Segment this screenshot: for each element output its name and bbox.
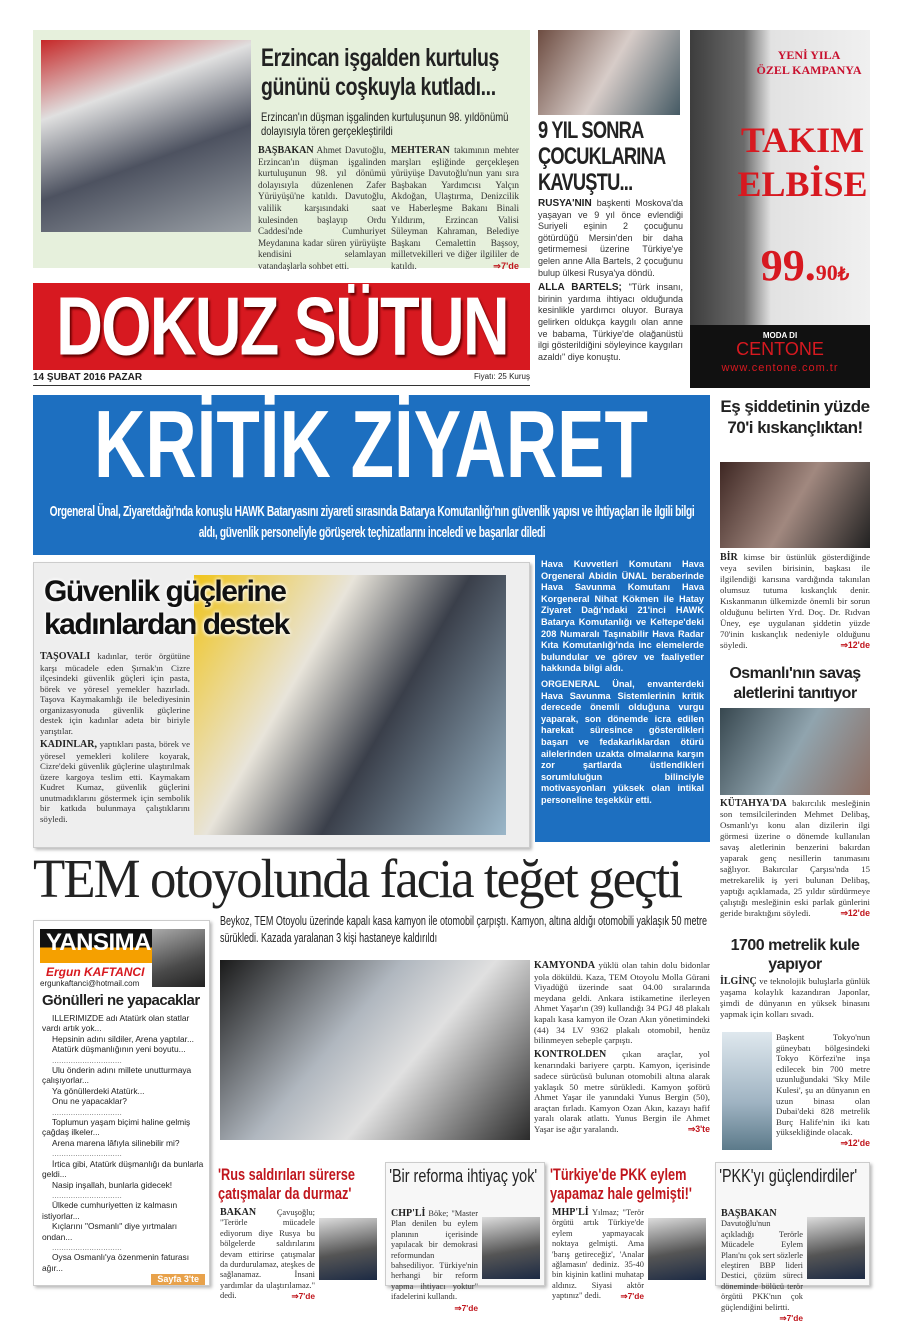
masthead-title: DOKUZ SÜTUN [55,283,508,370]
osmanli-headline: Osmanlı'nın savaş aletlerini tanıtıyor [729,665,861,702]
yansima-body [42,1013,205,1285]
kritik-body: Hava Kuvvetleri Komutanı Hava Orgeneral Abidin ÜNAL beraberinde Hava Savunma Komutanı Hava Korgeneral Nihat Kökmen ile Hatay Ziyaret Dağı'ndaki 21'inci HAWK Batarya Komutanlığı ve Keltepe'deki 208 Numaralı Taşınabilir Hava Radar Kıta Komutanlığı'nda inc elemelerde bulundular ve görev ve faaliyetler hakkında bilgi aldı. ORGENERAL Ünal, envanterdeki Hava Savunma Sistemlerinin kritik derecede önemli olduğuna vurgu yaparak, son dönemde icra edilen harekat süresince gösterdikleri başarı ve fedakarlıklardan ötürü ailelerinden uzakta olmalarına karşın zor şartlarda üstlendikleri sorumluluğun bilinciyle motivasyonları yüksek olan intikal personeline teşekkür etti. [535,555,710,842]
kritik-ziyaret-band [33,395,710,555]
column-line: Toplumun yaşam biçimi haline gelmiş çağdaş ilkeler... [42,1117,191,1138]
yansima-headline: Gönülleri ne yapacaklar [42,992,200,1009]
yansima-ref-row [42,1274,205,1284]
issue-date: 14 ŞUBAT 2016 PAZAR [33,372,143,383]
ad-campaign: YENİ YILA ÖZEL KAMPANYA [756,48,862,77]
kule-headline: 1700 metrelik kule yapıyor [730,937,860,973]
yansima-page-ref[interactable]: Sayfa 3'te [151,1274,205,1284]
column-line: Nasip inşallah, bunlarla gidecek! [52,1179,173,1190]
yansima-column [33,920,210,1286]
bottom-story-headline: 'Türkiye'de PKK eylem yapamaz hale gelmişti!' [550,1165,692,1203]
bottom-story [547,1162,710,1302]
erzincan-photo [41,40,251,232]
column-line: Hepsinin adını sildiler, Arena yaptılar... [52,1033,194,1044]
politician-photo [319,1218,377,1280]
rusya-photo [538,30,680,115]
bottom-story-body: BAKAN Çavuşoğlu; "Terörle mücadele ediyorum diye Rusya bu bölgelerde saldırılarını devam ettirirse çatışmalar da durdurulamaz, ateşkes de sağlanamaz. İnsani yardımlar da ulaştırılamaz." dedi. ⇒ 7'de [215,1206,381,1302]
osmanli-body: KÜTAHYA'DA bakırcılık mesleğinin son temsilcilerinden Mehmet Delibaş, Osmanlı'yı konu alan dizilerin ilgi görmesi üzerine o dönemde kullanılan savaş aletlerinin benzerini bakırdan yaparak genç nesillerin tanımasını sağlıyor. Bakırcılar Çarşısı'nda 15 metrekarelik iş yeri bulunan Delibaş, yaptığı açıklamada, 25 yıldır sürdürmeye çalıştığı mesleğinin eski parlak günlerini geride bıraktığını söyledi. ⇒ 12'de [720,798,870,919]
bottom-story-headline-wrap [386,1163,544,1207]
column-line: Atatürk düşmanlığının yeni boyutu... [52,1044,186,1055]
osmanli-photo [720,708,870,795]
column-line: Arena marena lâfıyla silinebilir mi? [52,1137,180,1148]
author-name: Ergun KAFTANCI [46,965,145,979]
tem-headline: TEM otoyolunda facia teğet geçti [33,848,682,909]
bottom-story-headline: 'Rus saldırıları sürerse çatışmalar da durmaz' [218,1165,355,1203]
column-line: .............................. [52,1054,122,1065]
bottom-story-headline: 'PKK'yı güçlendirdiler' [719,1166,858,1186]
tem-subhead: Beykoz, TEM Otoyolu üzerinde kapalı kasa kamyon ile otomobil çarpıştı. Kamyon, altına aldığı otomobili yaklaşık 50 metre sürükledi. Kazada yaralanan 3 kişi hastaneye kaldırıldı [220,914,708,945]
ad-footer: MODA DI CENTONE www.centone.com.tr [690,325,870,388]
column-line: Ya gönüllerdeki Atatürk... [52,1085,145,1096]
siddet-body: BİR kimse bir üstünlük gösterdiğinde veya sevilen birisinin, başkası ile ilgilendiği karısına vardığında takınılan olumsuz tutuma kıskançlık denir. Kıskanmanın ülkemizde önemli bir sorun olduğunu belirten Yrd. Doç. Dr. Rıdvan Üney, eşe uygulanan şiddetin yüzde 70'inin kıskançlık nedeniyle olduğunu söyledi. ⇒ 12'de [720,552,870,651]
politician-photo [648,1218,706,1280]
ad-price: 99.90₺ [760,241,850,290]
ad-brand: CENTONE [736,339,824,359]
yansima-lines [42,1013,205,1273]
column-line: Ülkede cumhuriyetten iz kalmasın istiyorlar... [42,1200,178,1221]
bottom-story [715,1162,870,1323]
column-line: .............................. [52,1189,122,1200]
politician-photo [482,1217,540,1279]
masthead [33,283,530,370]
ad-product: TAKIM ELBİSE [737,120,868,204]
kule-body-2: Başkent Tokyo'nun güneybatı bölgesindeki Tokyo Körfezi'ne inşa edilecek bin 700 metre uzunluğundaki 'Sky Mile Kulesi', şu an dünyanın en uzun binası olan Dubai'deki 828 metrelik Burç Halife'nin iki katı yüksekliğinde olacak. ⇒ 12'de [776,1032,870,1149]
column-line: İrtica gibi, Atatürk düşmanlığı da bunlarla geldi... [42,1158,204,1180]
siddet-photo [720,462,870,548]
bottom-story [215,1162,381,1302]
erzincan-subhead: Erzincan'ın düşman işgalinden kurtuluşunun 98. yıldönümü dolayısıyla tören gerçekleştirildi [261,110,509,138]
rusya-body: RUSYA'NIN başkenti Moskova'da yaşayan ve 9 yıl önce evlendiği Suriyeli eşinin 2 çocuğunu götürdüğü Mersin'den bir daha getirmemesi üzerine Türkiye'ye gelen anne Alla Bartels, 2 çocuğunu bulup ülkesi Rusya'ya döndü. ALLA BARTELS; "Türk insanı, birinin yardıma ihtiyacı olduğunda kesinlikle yardımcı oluyor. Buraya gelirken oldukça kaygılı olan anne ve babama, Türkiye'de olağanüstü ilgi gösterildiğini söyleyince kaygıları azaldı" diye konuştu. [538,198,683,362]
guvenlik-story [33,562,530,848]
ad-url[interactable]: www.centone.com.tr [721,362,839,374]
bottom-story-body: CHP'Lİ Böke; "Master Plan denilen bu eylem planının içerisinde yapılacak bir demokrasi reformundan bahsediliyor. Türkiye'nin herhangi bir reform yapma ihtiyacı yoktur" ifadelerini kullandı. ⇒ 7'de [386,1207,544,1303]
column-line: .............................. [52,1241,122,1252]
siddet-headline: Eş şiddetinin yüzde 70'i kıskançlıktan! [720,397,870,437]
date-line [33,372,530,386]
column-line: Ulu önderin adını millete unutturmaya çalışıyorlar... [42,1065,192,1086]
author-photo [152,929,205,987]
centone-ad[interactable] [690,30,870,388]
tem-photo [220,960,530,1140]
yansima-title: YANSIMA [46,929,151,956]
bottom-story [385,1162,545,1313]
column-line: Onu ne yapacaklar? [52,1096,127,1107]
column-line: Kıçlarını "Osmanlı" diye yırtmaları ondan... [42,1221,178,1242]
rusya-headline: 9 YIL SONRA ÇOCUKLARINA KAVUŞTU... [538,117,665,196]
bottom-story-body: MHP'Lİ Yılmaz; "Terör örgütü artık Türkiye'de eylem yapmayacak noktaya gelmişti. Ama 'barış getireceğiz', 'Analar ağlamasın' dediniz. 35-40 bin kişinin katlini muhatap aldınız. Siyasi aktör yaptınız" dedi. ⇒ 7'de [547,1206,710,1302]
erzincan-col2: MEHTERAN takımının mehter marşları eşliğinde gerçekleşen yürüyüşe Davutoğlu'nun yanı sıra Başbakan Yardımcısı Yalçın Akdoğan, Ulaştırma, Denizcilik ve Haberleşme Bakanı Binali Yıldırım, Erzincan Valisi Süleyman Kahraman, Belediye Başkanı Cemalettin Başsoy, milletvekilleri ve diğer ilgililer de katıldı. ⇒ 7'de [391,145,519,273]
column-line: ILLERIMIZDE adı Atatürk olan statlar vardı artık yok... [42,1013,190,1034]
bottom-story-body: BAŞBAKAN Davutoğlu'nun açıkladığı Terörle Mücadele Eylem Planı'nı çok sert sözlerle eleştiren BBP lideri Destici, çözüm süreci döneminde bölücü terör örgütü PKK'nın çok güçlendiğini belirtti. ⇒ 7'de [716,1207,869,1313]
erzincan-headline: Erzincan işgalden kurtuluş gününü coşkuyla kutladı... [261,44,500,101]
column-line: .............................. [52,1106,122,1117]
bottom-story-headline: 'Bir reforma ihtiyaç yok' [389,1166,538,1186]
bottom-story-headline-wrap [215,1162,381,1206]
kule-photo [722,1032,772,1150]
kule-body: İLGİNÇ ve teknolojik buluşlarla günlük yaşama kolaylık kazandıran Japonlar, şimdi de dünyanın en yüksek binasını yapmak için kolları sıvadı. [720,976,870,1019]
bottom-story-headline-wrap [547,1162,710,1206]
page-ref[interactable]: ⇒ 7'de [493,261,519,273]
guvenlik-body: TAŞOVALI kadınlar, terör örgütüne karşı mücadele eden Şırnak'ın Cizre ilçesindeki güvenlik güçleri için pasta, börek ve yöresel yemekler hazırladı. Taşova Kaymakamlığı ile belediyesinin organizasyonuda güvenlik güçlerine destek için kadınlar adeta bir biriyle yarıştılar. KADINLAR, yaptıkları pasta, börek ve yöresel yemekleri kolilere koyarak, Cizre'deki güvenlik güçlerine ulaştırılmak üzere kargoya teslim etti. Kaymakam Kudret Kumaz, güvenlik güçlerini unutmadıklarını göstermek için sembolik bir katkıda bulunmaya çalıştıklarını söyledi. [40,651,190,824]
kritik-subhead: Orgeneral Ünal, Ziyaretdağı'nda konuşlu HAWK Bataryasını ziyareti sırasında Batarya Komutanlığı'nın güvenlik yapısı ve ihtiyaçları ile ilgili bilgi aldı, güvenlik personeliyle görüşerek teçhizatlarını inceledi ve başarılar diledi [49,503,695,541]
guvenlik-headline: Güvenlik güçlerine kadınlardan destek [44,575,289,641]
author-email[interactable]: ergunkaftanci@hotmail.com [40,979,140,988]
politician-photo [807,1217,865,1279]
kritik-headline: KRİTİK ZİYARET [94,395,648,498]
erzincan-story [33,30,530,271]
erzincan-col1: BAŞBAKAN Ahmet Davutoğlu, Erzincan'ın düşman işgalinden kurtuluşunun 98. yıl dönümü dolayısıyla düzenlenen Zafer Yürüyüşü'ne katıldı. Davutoğlu, valilik karşısındaki saat kulesinden başlayıp Ordu Caddesi'nde Cumhuriyet Meydanına kadar süren yürüyüşte kendisini selamlayan vatandaşlarla sohbet etti. [258,145,386,271]
bottom-story-headline-wrap [716,1163,869,1207]
price: Fiyatı: 25 Kuruş [473,372,530,381]
column-line: .............................. [52,1148,122,1159]
column-line: Oysa Osmanlı'ya özenmenin faturası ağır... [42,1252,190,1273]
tem-body: KAMYONDA yüklü olan tahin dolu bidonlar yola döküldü. Kaza, TEM Otoyolu Molla Gürani Viyadüğü üzerinde saat 04.00 sıralarında meydana geldi. Ankara istikametine ilerleyen Ahmet Yaşar'ın (39) kullandığı 34 PGJ 48 plakalı kapalı kasa kamyon ile Ozan Akın yönetimindeki (44) 34 LV 9362 plakalı otomobil, henüz bilinmeyen sebeple çarpıştı. KONTROLDEN çıkan araçlar, yol kenarındaki bariyere çarptı. Kamyon, içerisinde sadece sürücüsü bulunan otomobili altına alarak yaklaşık 50 metre sürükledi. Kamyon şoförü Ahmet Yaşar ile yanındaki Yunus Bergin (50), araçtan fırladı. Kamyon Ozan Akın, kazayı hafif yaralı olarak atlattı. Yunus Bergin ile Ahmet Yaşar ise ağır yaralandı. ⇒ 3'te [534,960,710,1138]
